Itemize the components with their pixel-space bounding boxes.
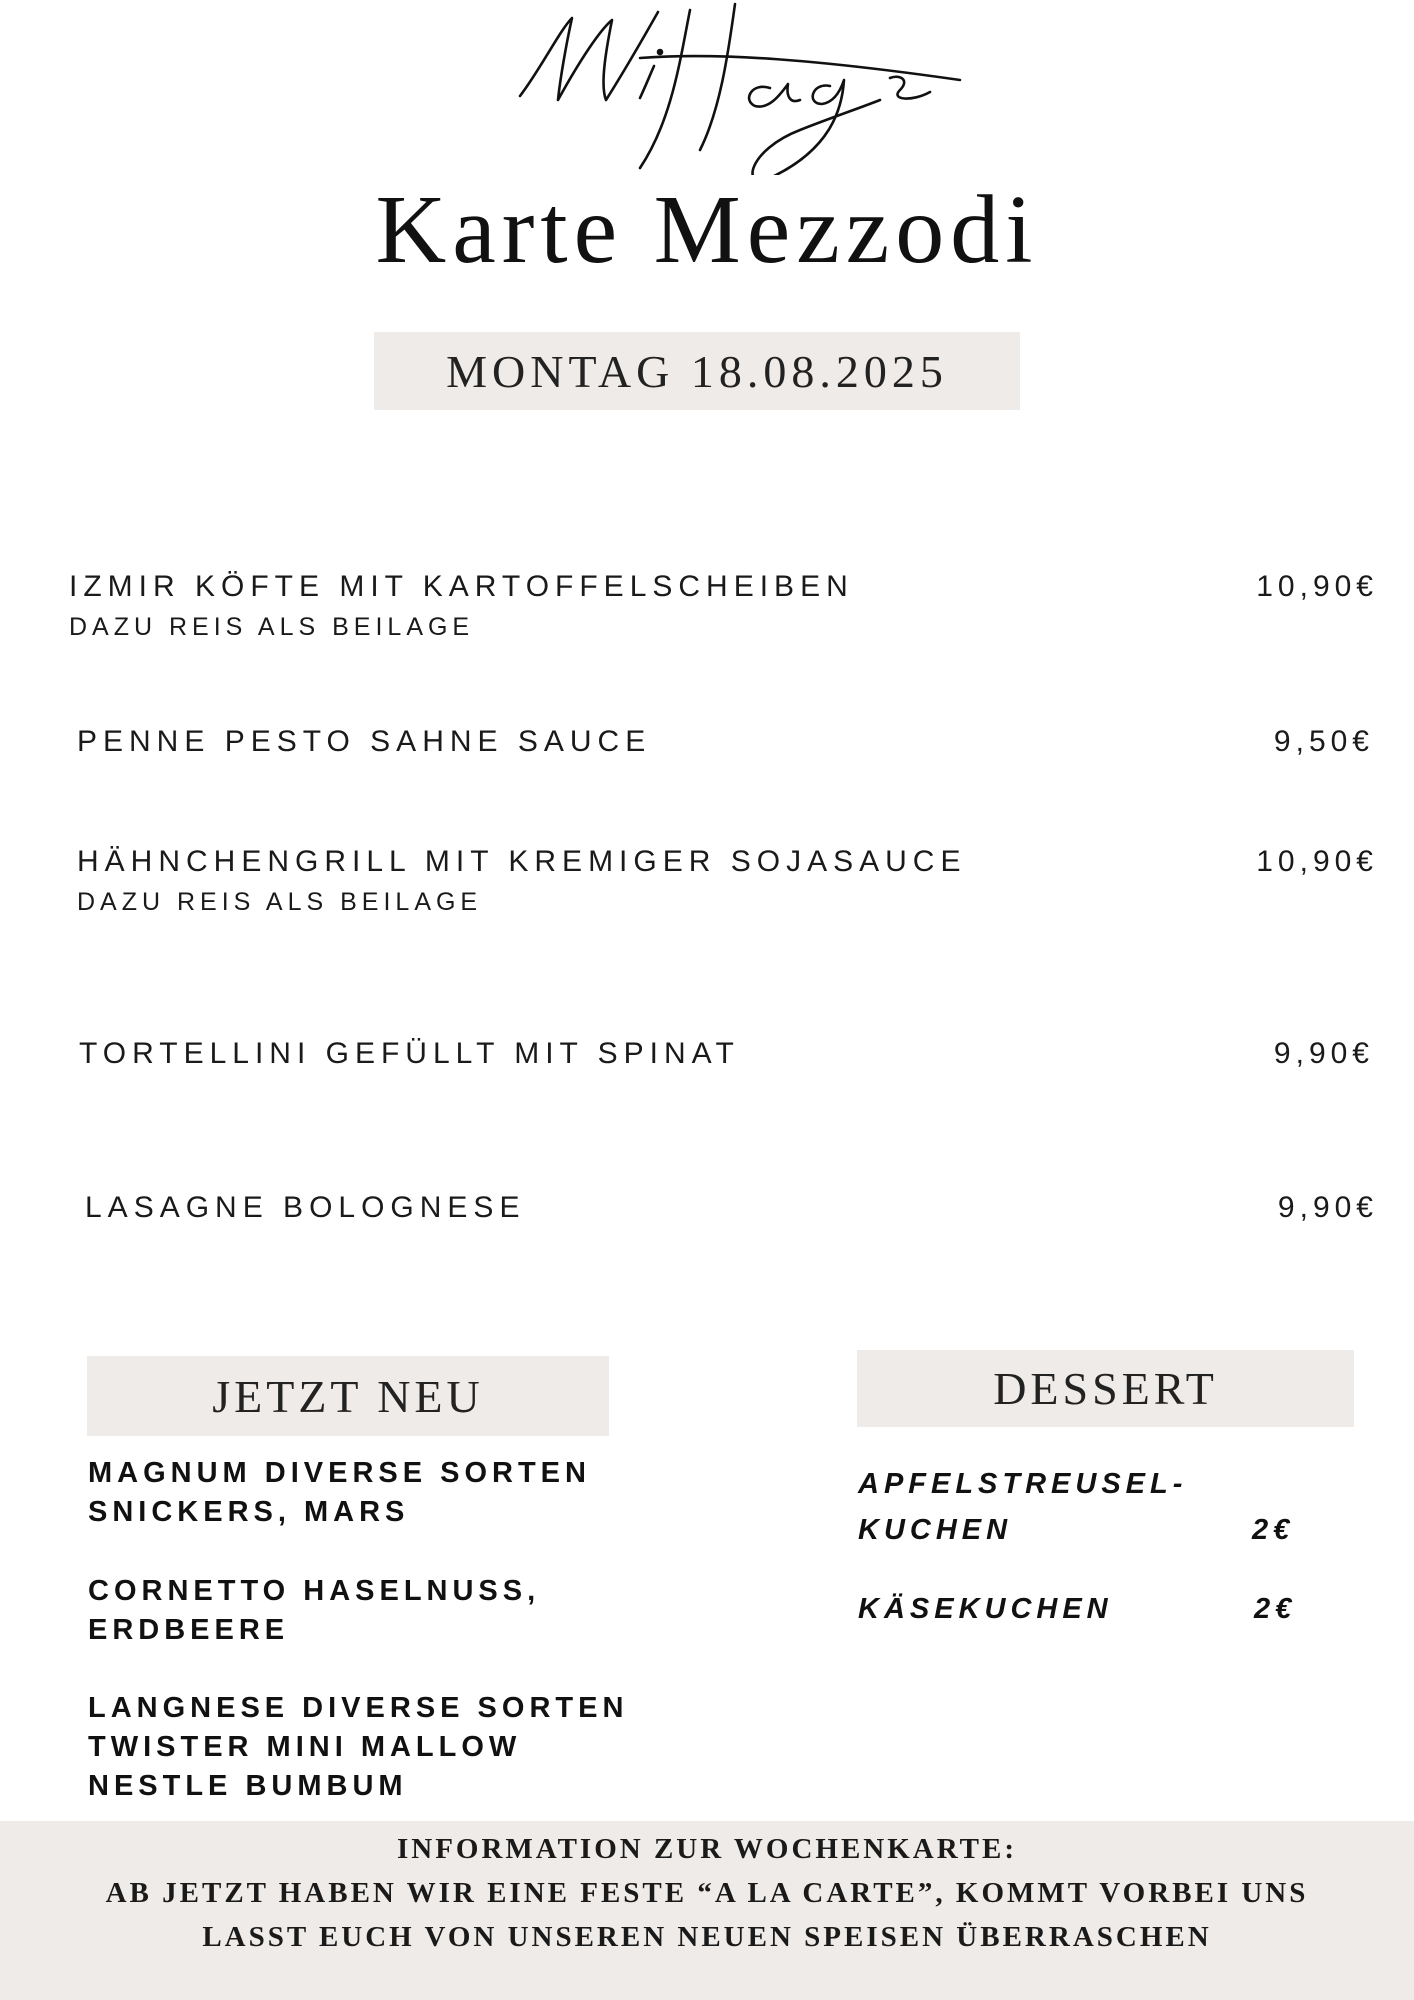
script-title <box>0 0 1414 175</box>
menu-item-price: 9,50€ <box>1273 725 1374 758</box>
menu-item-name: IZMIR KÖFTE MIT KARTOFFELSCHEIBEN <box>69 570 854 603</box>
dessert-item-name: APFELSTREUSEL- <box>858 1468 1188 1500</box>
jetzt-neu-header <box>87 1356 609 1436</box>
dessert-title: DESSERT <box>993 1363 1218 1414</box>
menu-item-name: HÄHNCHENGRILL MIT KREMIGER SOJASAUCE <box>77 845 967 878</box>
script-title-art <box>0 0 1414 175</box>
dessert-item-name: KUCHEN <box>858 1514 1013 1546</box>
date-label: MONTAG 18.08.2025 <box>446 345 948 397</box>
menu-item-price: 10,90€ <box>1256 570 1378 603</box>
jetzt-neu-line: NESTLE BUMBUM <box>88 1770 408 1802</box>
info-footer <box>0 1821 1414 2000</box>
jetzt-neu-title: JETZT NEU <box>212 1370 484 1422</box>
footer-text: LASST EUCH VON UNSEREN NEUEN SPEISEN ÜBERRASCHEN <box>202 1921 1212 1953</box>
jetzt-neu-line: SNICKERS, MARS <box>88 1496 410 1528</box>
dessert-item-price: 2€ <box>1252 1514 1295 1546</box>
jetzt-neu-line: MAGNUM DIVERSE SORTEN <box>88 1457 591 1489</box>
jetzt-neu-line: ERDBEERE <box>88 1614 290 1646</box>
menu-item-name: PENNE PESTO SAHNE SAUCE <box>77 725 652 758</box>
jetzt-neu-line: TWISTER MINI MALLOW <box>88 1731 522 1763</box>
footer-text: AB JETZT HABEN WIR EINE FESTE “A LA CARTE”, KOMMT VORBEI UNS <box>105 1877 1309 1909</box>
page-title: Karte Mezzodi <box>375 176 1039 284</box>
menu-item-sub: DAZU REIS ALS BEILAGE <box>77 888 483 916</box>
dessert-item-price: 2€ <box>1254 1593 1297 1625</box>
menu-item-price: 9,90€ <box>1277 1191 1378 1224</box>
jetzt-neu-line: LANGNESE DIVERSE SORTEN <box>88 1692 629 1724</box>
menu-item-name: LASAGNE BOLOGNESE <box>85 1191 526 1224</box>
menu-item-name: TORTELLINI GEFÜLLT MIT SPINAT <box>79 1037 740 1070</box>
date-badge <box>374 332 1020 410</box>
menu-item-price: 10,90€ <box>1256 845 1378 878</box>
menu-item-sub: DAZU REIS ALS BEILAGE <box>69 613 475 641</box>
jetzt-neu-line: CORNETTO HASELNUSS, <box>88 1575 541 1607</box>
dessert-item-name: KÄSEKUCHEN <box>858 1593 1113 1625</box>
menu-item-price: 9,90€ <box>1273 1037 1374 1070</box>
dessert-header <box>857 1350 1354 1427</box>
footer-heading: INFORMATION ZUR WOCHENKARTE: <box>396 1833 1018 1865</box>
